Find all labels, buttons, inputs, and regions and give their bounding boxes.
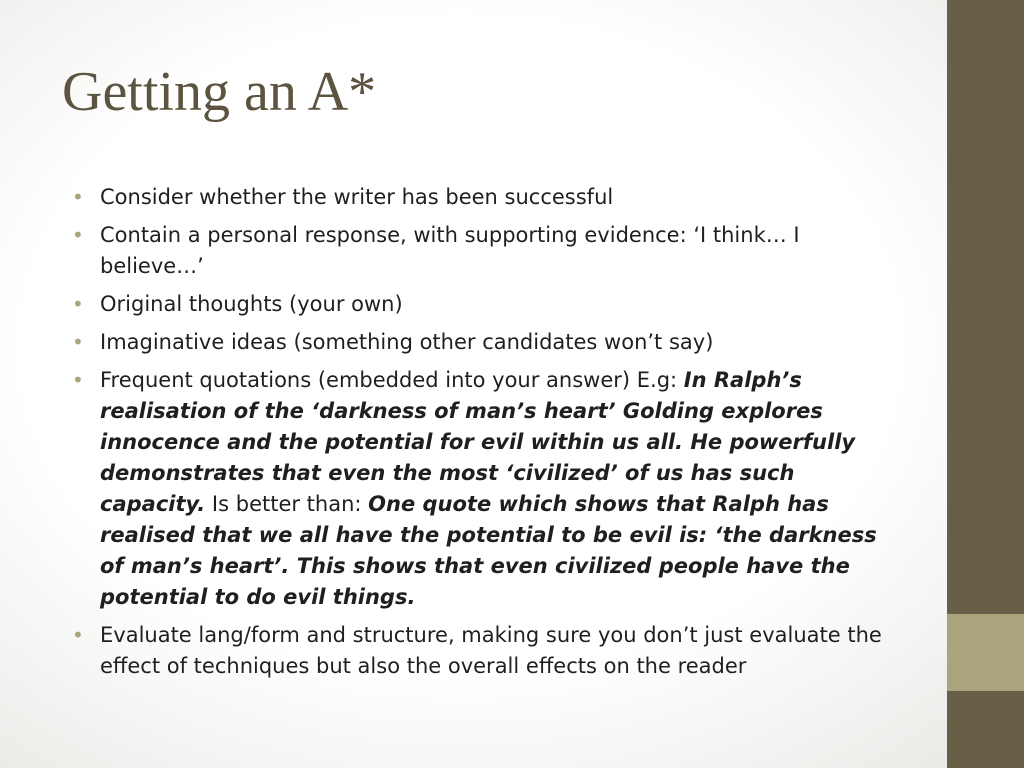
bullet-marker: • bbox=[72, 185, 84, 209]
bullet-marker: • bbox=[72, 368, 84, 392]
bullet-marker: • bbox=[72, 623, 84, 647]
bullet-item bbox=[72, 220, 900, 282]
bullet-item bbox=[72, 620, 900, 682]
bullet-item bbox=[72, 289, 900, 320]
bullet-marker: • bbox=[72, 292, 84, 316]
bullet-text: Contain a personal response, with supporting evidence: ‘I think… I believe…’ bbox=[100, 223, 800, 278]
slide-title: Getting an A* bbox=[62, 61, 377, 123]
bullet-item bbox=[72, 365, 900, 613]
bullet-item bbox=[72, 182, 900, 213]
bullet-text: Original thoughts (your own) bbox=[100, 292, 403, 316]
weaker-example-quote: One quote which shows that Ralph has realised that we all have the potential to be evil is: ‘the darkness of man’s heart’. This shows that even civilized people have the potential to do evil things. bbox=[100, 492, 877, 609]
good-example-quote: In Ralph’s realisation of the ‘darkness of man’s heart’ Golding explores innocence and the potential for evil within us all. He powerfully demonstrates that even the most ‘civilized’ of us has such capacity. bbox=[100, 368, 856, 516]
bullet-marker: • bbox=[72, 223, 84, 247]
bullet-item bbox=[72, 327, 900, 358]
bullet-marker: • bbox=[72, 330, 84, 354]
bullet-text: Imaginative ideas (something other candidates won’t say) bbox=[100, 330, 714, 354]
bullet-list bbox=[72, 182, 900, 689]
bullet-text-intro: Frequent quotations (embedded into your answer) E.g: bbox=[100, 368, 684, 392]
bullet-text: Consider whether the writer has been successful bbox=[100, 185, 614, 209]
sidebar-accent-block bbox=[947, 614, 1024, 691]
bullet-text: Evaluate lang/form and structure, making sure you don’t just evaluate the effect of techniques but also the overall effects on the reader bbox=[100, 623, 882, 678]
comparison-text: Is better than: bbox=[205, 492, 369, 516]
